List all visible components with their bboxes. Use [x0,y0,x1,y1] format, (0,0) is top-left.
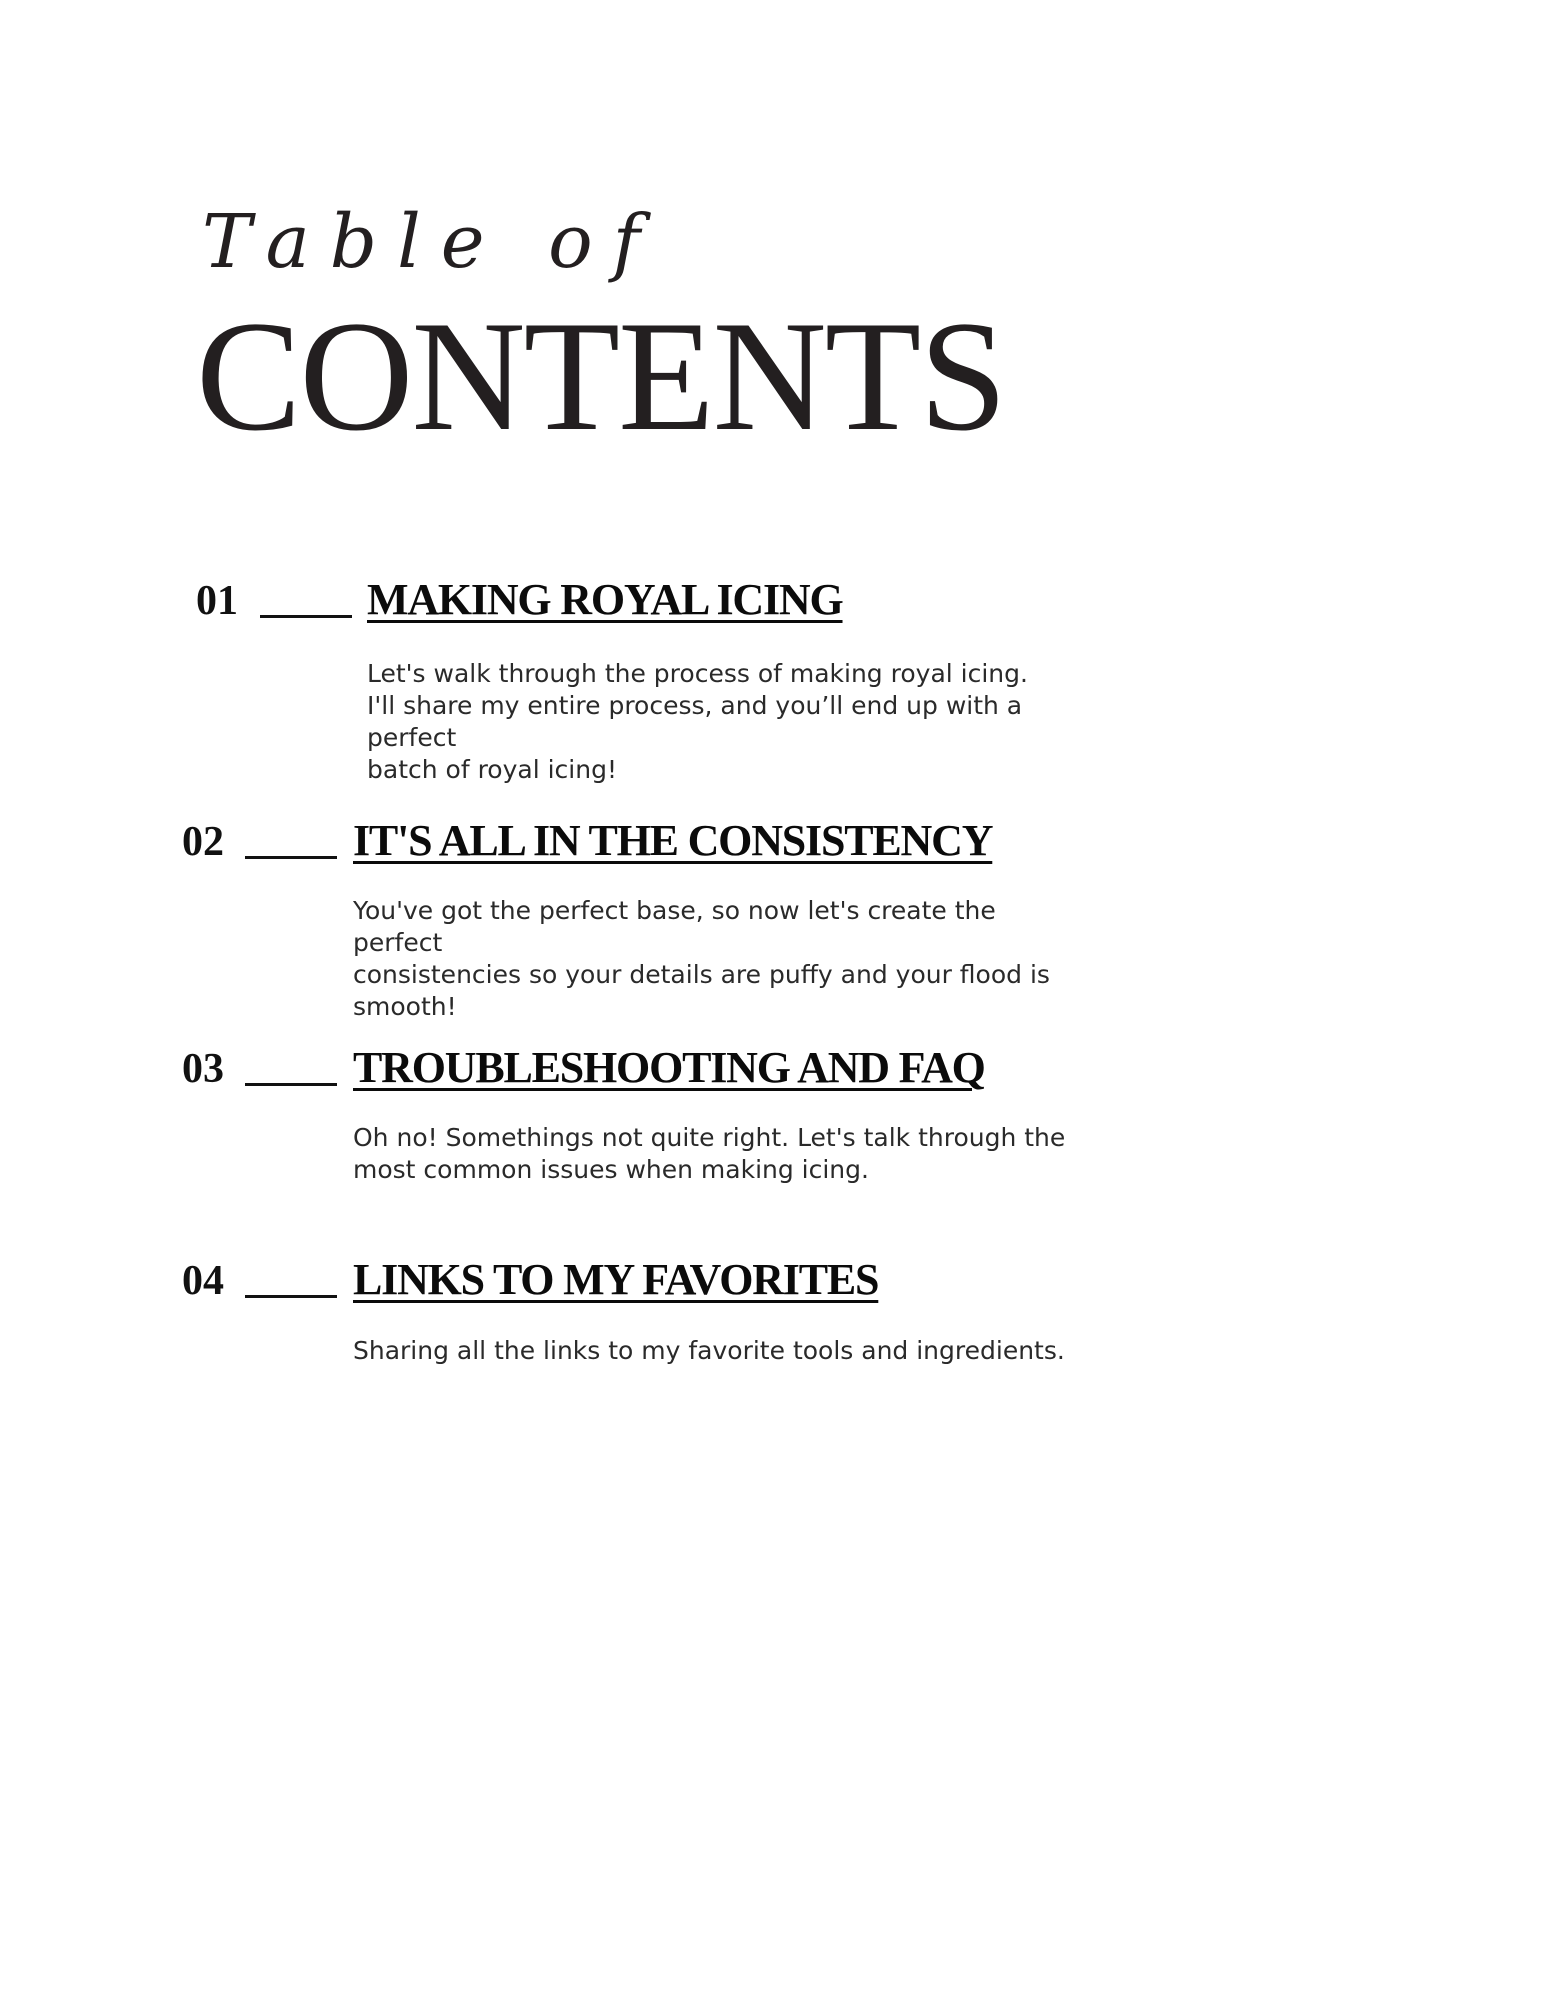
description-line: You've got the perfect base, so now let's create the perfect [353,896,996,957]
entry-description [367,658,1087,786]
description-line: Sharing all the links to my favorite tools and ingredients. [353,1336,1065,1365]
entry-number: 04 [182,1258,224,1304]
description-line: consistencies so your details are puffy and your flood is [353,960,1050,989]
entry-description [353,895,1073,1023]
entry-number: 01 [196,578,238,624]
entry-heading[interactable]: LINKS TO MY FAVORITES [353,1255,879,1304]
entry-divider [245,1295,337,1298]
description-line: batch of royal icing! [367,755,617,784]
entry-heading[interactable]: MAKING ROYAL ICING [367,575,843,624]
title-script: Table of [202,199,661,285]
page-title: CONTENTS [196,289,1006,464]
entry-divider [245,1083,337,1086]
description-line: I'll share my entire process, and you’ll end up with a perfect [367,691,1023,752]
entry-description [353,1122,1073,1186]
description-line: Oh no! Somethings not quite right. Let's talk through the [353,1123,1066,1152]
entry-divider [260,615,352,618]
entry-heading[interactable]: IT'S ALL IN THE CONSISTENCY [353,816,993,865]
description-line: Let's walk through the process of making royal icing. [367,659,1028,688]
description-line: most common issues when making icing. [353,1155,869,1184]
entry-heading[interactable]: TROUBLESHOOTING AND FAQ [353,1043,985,1092]
description-line: smooth! [353,992,457,1021]
entry-description [353,1335,1073,1367]
entry-divider [245,856,337,859]
entry-number: 03 [182,1046,224,1092]
entry-number: 02 [182,819,224,865]
